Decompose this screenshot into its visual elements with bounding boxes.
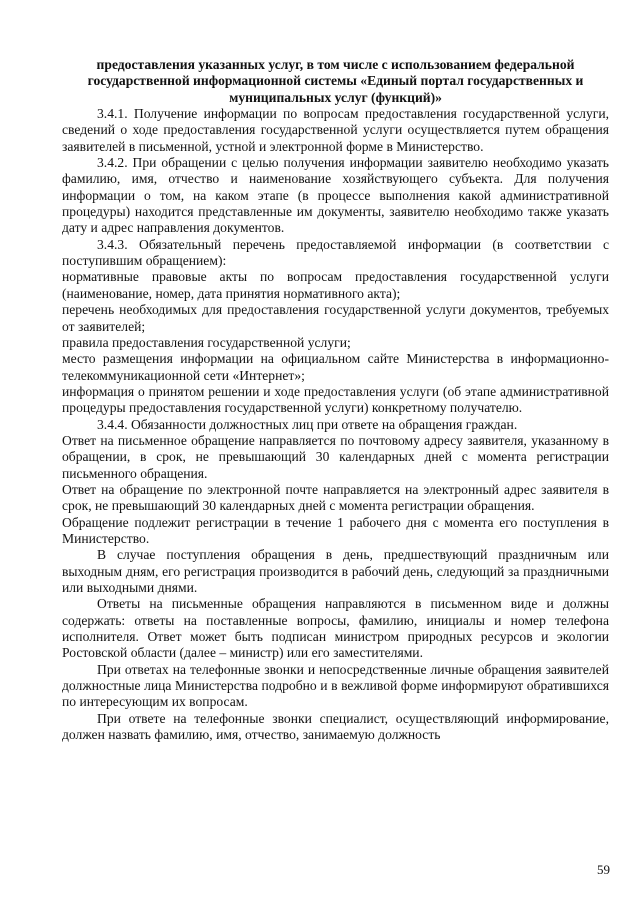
paragraph: правила предоставления государственной услуги; <box>62 334 351 350</box>
document-body <box>62 106 609 743</box>
paragraph: Обращение подлежит регистрации в течение 1 рабочего дня с момента его поступления в Министерство. <box>62 514 609 546</box>
paragraph: В случае поступления обращения в день, предшествующий праздничным или выходным дням, его регистрация производится в рабочий день, следующий за праздничными или выходными днями. <box>62 547 609 595</box>
paragraph: 3.4.1. Получение информации по вопросам предоставления государственной услуги, сведений о ходе предоставления государственной услуги осуществляется путем обращения заявителей в письменной, устной и электронной форме в Министерство. <box>62 106 609 154</box>
section-heading: предоставления указанных услуг, в том числе с использованием федеральной государственной информационной системы «Единый портал государственных и муниципальных услуг (функций)» <box>87 57 584 105</box>
paragraph: место размещения информации на официальном сайте Министерства в информационно-телекоммуникационной сети «Интернет»; <box>62 351 609 383</box>
page-number: 59 <box>597 862 610 877</box>
paragraph: Ответы на письменные обращения направляются в письменном виде и должны содержать: ответы на поставленные вопросы, фамилию, инициалы и номер телефона исполнителя. Ответ может быть подписан министром природных ресурсов и экологии Ростовской области (далее – министр) или его заместителями. <box>62 596 609 661</box>
paragraph: 3.4.3. Обязательный перечень предоставляемой информации (в соответствии с поступившим обращением): <box>62 236 609 269</box>
paragraph: 3.4.2. При обращении с целью получения информации заявителю необходимо указать фамилию, имя, отчество и наименование хозяйствующего субъекта. Для получения информации о том, на каком этапе (в процессе выполнения какой административной процедуры) находится представленные им документы, заявителю необходимо также указать дату и адрес направления документов. <box>62 155 609 236</box>
paragraph: Ответ на письменное обращение направляется по почтовому адресу заявителя, указанному в обращении, в срок, не превышающий 30 календарных дней с момента регистрации письменного обращения. <box>62 432 609 481</box>
paragraph: При ответе на телефонные звонки специалист, осуществляющий информирование, должен назвать фамилию, имя, отчество, занимаемую должность <box>62 710 609 743</box>
paragraph: 3.4.4. Обязанности должностных лиц при ответе на обращения граждан. <box>97 416 518 432</box>
paragraph: Ответ на обращение по электронной почте направляется на электронный адрес заявителя в срок, не превышающий 30 календарных дней с момента регистрации обращения. <box>62 481 609 514</box>
paragraph: При ответах на телефонные звонки и непосредственные личные обращения заявителей должностные лица Министерства подробно и в вежливой форме информируют обратившихся по интересующим их вопросам. <box>62 661 609 710</box>
paragraph: информация о принятом решении и ходе предоставления услуги (об этапе административной процедуры предоставления государственной услуги) конкретному получателю. <box>62 383 609 416</box>
paragraph: перечень необходимых для предоставления государственной услуги документов, требуемых от заявителей; <box>62 302 609 334</box>
paragraph: нормативные правовые акты по вопросам предоставления государственной услуги (наименование, номер, дата принятия нормативного акта); <box>62 269 609 301</box>
document-page <box>62 57 609 743</box>
